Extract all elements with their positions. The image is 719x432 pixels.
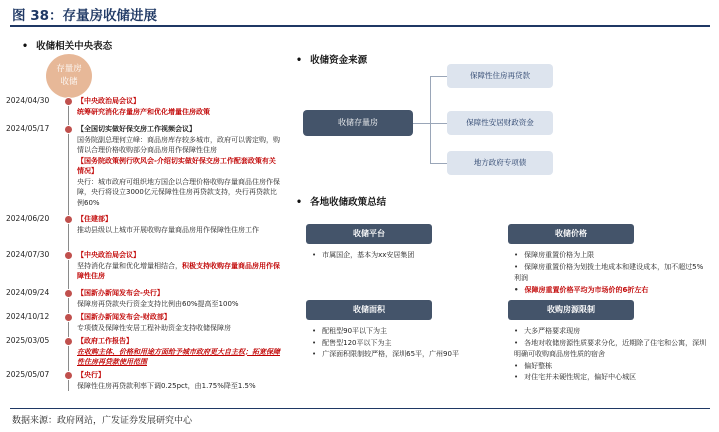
list-item: • 对住宅并未硬性规定，偏好中心城区 [514,372,710,384]
event-body: 统筹研究消化存量房产和优化增量住房政策 [77,107,210,116]
connector [413,123,430,124]
title-rule [10,25,710,27]
bottom-rule [10,408,710,409]
source-note: 数据来源：政府网站，广发证券发展研究中心 [12,416,193,426]
event-title: 【国新办新闻发布会-财政部】 [77,313,171,321]
event-date: 2024/10/12 [6,312,50,321]
event-date: 2024/09/24 [6,288,50,297]
funding-heading: • 收储资金来源 [296,52,367,66]
event-body: 保障性住房再贷款利率下调0.25pct，由1.75%降至1.5% [77,381,256,390]
event-title: 【中央政治局会议】 [77,251,140,259]
event-body-highlight: 积极支持收购存量商品房用作保障性住房 [77,261,280,280]
list-item: • 保障房重置价格平均为市场价的6折左右 [514,285,710,297]
event-date: 2024/05/17 [6,124,50,133]
event-date: 2024/06/20 [6,214,50,223]
connector [430,76,431,163]
event-body: 保障房再贷款央行资金支持比例由60%提高至100% [77,299,239,308]
connector [430,76,447,77]
list-item: • 偏好整栋 [514,361,710,373]
connector [430,123,447,124]
timeline-axis [68,98,69,391]
list-item: • 配售型120平以下为主 [312,338,497,350]
policies-heading: • 各地收储政策总结 [296,194,386,208]
funding-main-box: 收储存量房 [303,110,413,136]
list-item: • 广深面积限制较严格，深圳65平，广州90平 [312,349,497,361]
funding-source-box: 保障性安居财政资金 [447,111,553,135]
list-item: • 各地对收储房源性质要求分化，近期除了住宅和公寓，深圳明确可收购商品房性质的宿舍 [514,338,710,361]
event-title: 【国新办新闻发布会-央行】 [77,289,164,297]
card-source-limit-title: 收购房源限制 [508,300,634,320]
event-title: 【住建部】 [77,215,112,223]
event-body: 国务院副总理何立峰：商品房库存较多城市，政府可以需定购，购情以合理价格收购部分商品房用作保障性住房 [77,135,280,154]
card-platform-list [312,250,492,262]
timeline-event [77,312,282,333]
figure-title: 图 38：存量房收储进展 [12,8,157,24]
event-body-normal: 坚持消化存量和优化增量相结合， [77,261,182,270]
event-body: 在收购主体、价格和用途方面给予城市政府更大自主权；拓宽保障性住房再贷款使用范围 [77,347,280,366]
event-date: 2024/07/30 [6,250,50,259]
event-body [77,261,282,282]
funding-source-box: 地方政府专项债 [447,151,553,175]
timeline-heading: • 收储相关中央表态 [22,38,112,52]
funding-source-box: 保障性住房再贷款 [447,64,553,88]
timeline-event [77,96,282,117]
list-item: • 保障房重置价格为划拨土地成本和建设成本，加不超过5%利润 [514,262,710,285]
list-item: • 市属国企，基本为xx安居集团 [312,250,492,262]
event-title: 【央行】 [77,371,105,379]
badge-line-2: 收储 [60,77,78,87]
event-title: 【政府工作报告】 [77,337,133,345]
card-platform-title: 收储平台 [306,224,432,244]
timeline-event [77,124,282,208]
timeline-event [77,370,282,391]
card-source-limit-list [514,326,710,384]
connector [430,163,447,164]
timeline-event [77,250,282,282]
event-body: 推动县级以上城市开展收购存量商品房用作保障性住房工作 [77,225,259,234]
event-date: 2025/03/05 [6,336,50,345]
timeline-event [77,336,282,368]
list-item: • 配租型90平以下为主 [312,326,497,338]
card-area-title: 收储面积 [306,300,432,320]
card-area-list [312,326,497,361]
list-item: • 大多严格要求现房 [514,326,710,338]
list-item: • 保障房重置价格为上限 [514,250,710,262]
event-title: 【中央政治局会议】 [77,97,140,105]
card-price-list [514,250,710,296]
event-date: 2024/04/30 [6,96,50,105]
event-title: 【国务院政策例行吹风会-介绍切实做好保交房工作配套政策有关情况】 [77,156,276,175]
event-body: 专项债及保障性安居工程补助资金支持收储保障房 [77,323,231,332]
card-price-title: 收储价格 [508,224,634,244]
event-body: 央行：城市政府可组织地方国企以合理价格收购存量商品住房作保障，央行将设立3000亿元保障性住房再贷款支持，央行再贷款比例60% [77,177,280,207]
event-title: 【全国切实做好保交房工作视频会议】 [77,125,196,133]
event-date: 2025/05/07 [6,370,50,379]
timeline-event [77,214,282,235]
timeline-event [77,288,282,309]
timeline-badge [46,54,92,98]
badge-line-1: 存量房 [56,64,82,74]
